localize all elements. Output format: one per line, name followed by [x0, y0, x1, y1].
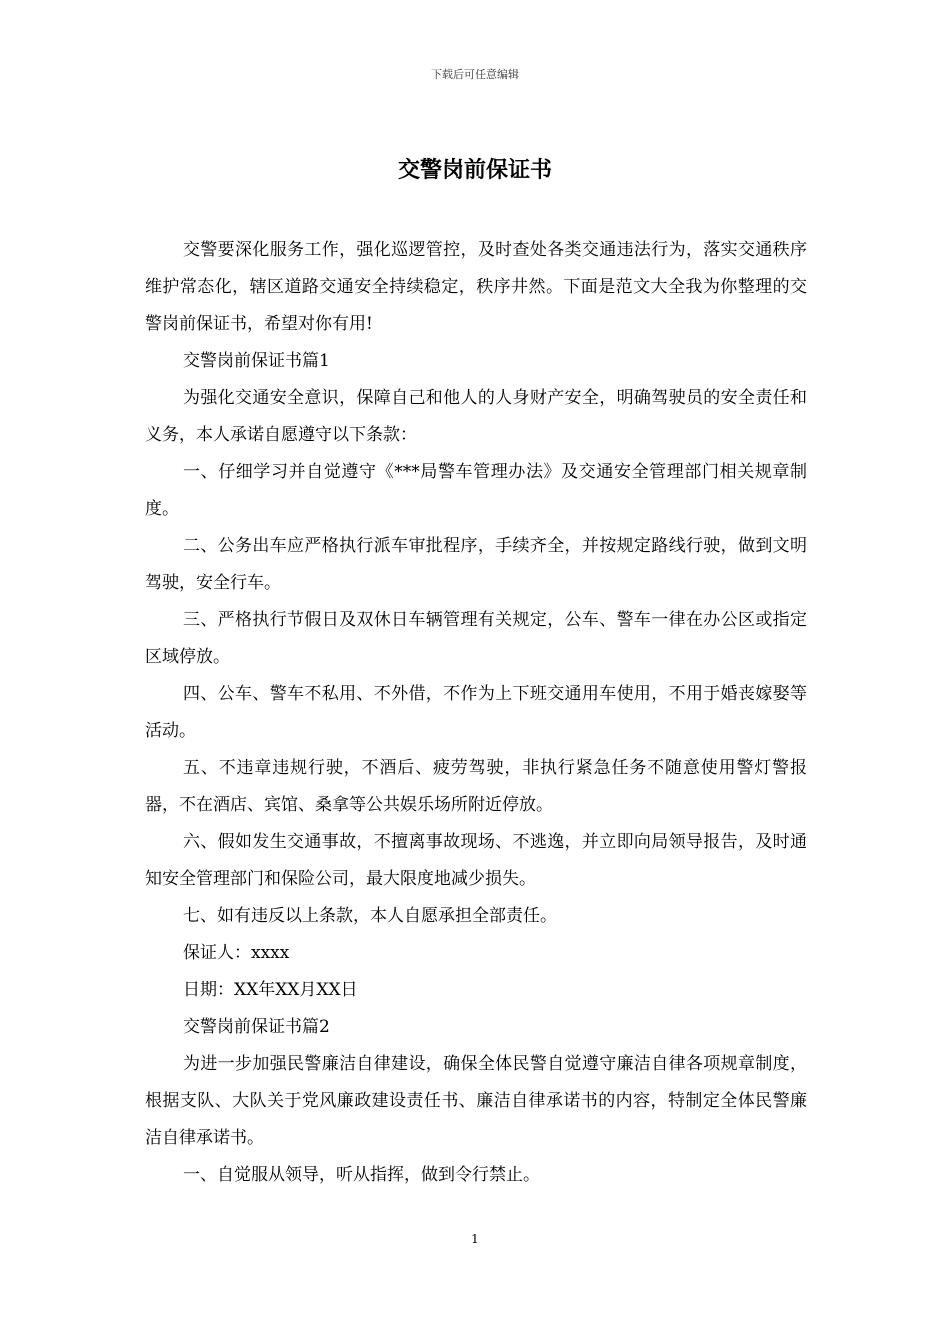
clause-item: 五、不违章违规行驶，不酒后、疲劳驾驶，非执行紧急任务不随意使用警灯警报器，不在酒店、宾馆、桑拿等公共娱乐场所附近停放。	[145, 758, 807, 815]
document-body	[145, 232, 807, 1194]
clause-item: 二、公务出车应严格执行派车审批程序，手续齐全，并按规定路线行驶，做到文明驾驶，安全行车。	[145, 536, 807, 593]
clause-item: 四、公车、警车不私用、不外借，不作为上下班交通用车使用，不用于婚丧嫁娶等活动。	[145, 684, 807, 741]
clause-item: 一、仔细学习并自觉遵守《***局警车管理办法》及交通安全管理部门相关规章制度。	[145, 462, 807, 519]
paragraph: 为进一步加强民警廉洁自律建设，确保全体民警自觉遵守廉洁自律各项规章制度，根据支队、大队关于党风廉政建设责任书、廉洁自律承诺书的内容，特制定全体民警廉洁自律承诺书。	[145, 1054, 807, 1148]
section-heading-1: 交警岗前保证书篇1	[183, 351, 330, 371]
paragraph-intro: 交警要深化服务工作，强化巡逻管控，及时查处各类交通违法行为，落实交通秩序维护常态化，辖区道路交通安全持续稳定，秩序井然。下面是范文大全我为你整理的交警岗前保证书，希望对你有用!	[145, 240, 807, 334]
clause-item: 六、假如发生交通事故，不擅离事故现场、不逃逸，并立即向局领导报告，及时通知安全管理部门和保险公司，最大限度地减少损失。	[145, 832, 807, 889]
date-line: 日期：XX年XX月XX日	[183, 980, 358, 1000]
header-note: 下载后可任意编辑	[431, 68, 519, 81]
paragraph: 为强化交通安全意识，保障自己和他人的人身财产安全，明确驾驶员的安全责任和义务，本人承诺自愿遵守以下条款：	[145, 388, 807, 445]
page-number: 1	[471, 1232, 479, 1246]
clause-item: 七、如有违反以上条款，本人自愿承担全部责任。	[183, 906, 557, 926]
section-heading-2: 交警岗前保证书篇2	[183, 1017, 330, 1037]
clause-item: 一、自觉服从领导，听从指挥，做到令行禁止。	[183, 1165, 540, 1185]
document-title: 交警岗前保证书	[397, 157, 552, 183]
clause-item: 三、严格执行节假日及双休日车辆管理有关规定，公车、警车一律在办公区或指定区域停放。	[145, 610, 807, 667]
guarantor-line: 保证人：xxxx	[183, 943, 290, 963]
